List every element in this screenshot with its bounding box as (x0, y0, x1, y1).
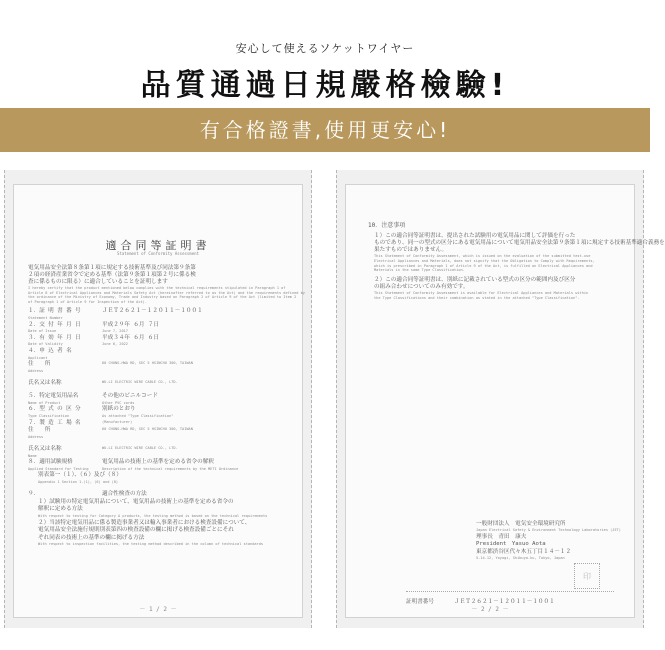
document-text-line: (Manufacturer) (102, 419, 133, 424)
document-text-line: １）この適合同等証明書は、提出された試験用の電気用品に関して評価を行った (374, 233, 576, 239)
document-text-line: 60 CHUNG-HWA RD, SEC 5 HSINCHU 300, TAIWAN (102, 361, 193, 366)
document-text-line: WU-LI ELECTRIC WIRE CABLE CO., LTD. (102, 380, 178, 384)
document-text-line: 電気用品安全法第８条第１項に規定する技術基準及び同法第９条第 (28, 265, 196, 271)
document-text-line: Other PVC cords (102, 400, 135, 405)
document-text-line: 住 所 (28, 427, 51, 434)
document-text-line: ２）当該特定電気用品に係る製造事業者又は輸入事業者における検査設備について、 (38, 519, 251, 526)
headline: 品質通過日規嚴格檢驗! (140, 68, 510, 103)
document-text-line: 平成３４年 ６月 ６日 (102, 334, 160, 341)
document-text-line: Article 8 of Electrical Appliances and Materials Safety Act (hereinafter referred to as the Act) and the requirements defined by (28, 290, 305, 295)
document-text-line: 解釈に定める方法 (38, 506, 83, 513)
document-text-line: 氏名又は名称 (28, 446, 62, 452)
certificate-subtitle: Statement of Conformity Assessment (117, 251, 199, 256)
document-text-line: ５．特定電気用品名 (28, 393, 79, 400)
document-text-line: 査に係るものに限る）に適合していることを証明します (28, 279, 168, 285)
document-text-line: ２）この適合同等証明書は、別紙に記載されている型式の区分の範囲内及び区分 (374, 277, 576, 284)
document-text-line: This Statement of Conformity Assessment is available for Electrical Appliances and Materials within (374, 291, 589, 296)
document-text-line: の組み合わせについてのみ有効です。 (374, 284, 469, 291)
document-text-line: 別表第一（１）、（６）及び（８） (38, 472, 122, 479)
document-text-line: June 7, 2017 (102, 329, 128, 334)
document-text-line: of Paragraph 1 of Article 9 for Inspection of the Act). (28, 299, 147, 304)
document-text-line: WU-LI ELECTRIC WIRE CABLE CO., LTD. (102, 446, 178, 450)
document-text-line: その他のビニルコード (102, 393, 158, 400)
document-text-line: Address (28, 368, 44, 373)
gold-banner (0, 108, 650, 152)
document-text-line: 適合性検査の方法 (102, 491, 147, 498)
certificate-document-1 (13, 184, 303, 618)
document-text-line: 一般財団法人 電気安全環境研究所 (476, 521, 566, 527)
document-text-line: 住 所 (28, 361, 51, 368)
document-text-line: 理事長 青田 康夫 (476, 533, 527, 540)
document-text-line: 東京都渋谷区代々木五丁目１４－１２ (476, 548, 572, 555)
seal-stamp: 印 (574, 563, 600, 589)
document-text-line: ２項の経済産業省令で定める基準（法第９条第１項第２号に係る検 (28, 272, 196, 278)
document-text-line: President Yasuo Aota (476, 541, 546, 548)
certificate-document-2 (345, 184, 665, 618)
document-text-line: Japan Electrical Safety & Environment Technology Laboratories (JET) (476, 528, 621, 533)
document-text-line: Date of Validity (28, 342, 63, 347)
document-text-line: １．証 明 書 番 号 (28, 308, 81, 315)
document-text-line: Type Classification (28, 414, 70, 418)
document-text-line: Materials in the same Type Classification. (374, 268, 465, 273)
document-text-line: ７．製 造 工 場 名 (28, 419, 81, 426)
document-text-line: 別紙のとおり (102, 406, 136, 413)
document-text-line: ９． (28, 491, 40, 498)
document-text-line: 60 CHUNG-HWA RD, SEC 5 HSINCHU 300, TAIWAN (102, 427, 193, 432)
banner-text: 有合格證書,使用更安心! (199, 118, 451, 142)
document-text-line: Address (28, 434, 44, 439)
page-number-2: － 2 / 2 － (471, 606, 509, 613)
document-text-line: ４．申 込 者 名 (28, 348, 72, 354)
document-text-line: Name of Product (28, 400, 61, 405)
document-text-line: June 6, 2022 (102, 342, 128, 347)
divider (406, 591, 614, 592)
document-text-line: Statement Number (28, 316, 63, 320)
document-text-line: Applicant (28, 355, 48, 360)
document-text-line: the Type Classifications and their combination as stated in the attached "Type Classification". (374, 296, 580, 300)
document-text-line: ものであり、同一の型式の区分にある電気用品について電気用品安全法第９条第１項に規定する技術基準適合義務を (374, 240, 665, 246)
certificate-scan-page-1 (4, 170, 312, 628)
document-text-line: 5-14-12, Yoyogi, Shibuya-ku, Tokyo, Japan (476, 556, 565, 560)
document-text-line: I hereby certify that the product mentioned below complies with the technical requirements stipulated in Paragraph 1 of (28, 286, 286, 290)
page-number-1: － 1 / 2 － (139, 606, 177, 613)
certificate-number-label: 証明書番号 (406, 599, 434, 605)
document-text-line: Applied Standard for Testing (28, 466, 89, 471)
document-text-line: This Statement of Conformity Assessment, which is issued on the evaluation of the submitted test-use (374, 254, 591, 258)
document-text-line: 平成２９年 ６月 ７日 (102, 321, 160, 328)
document-text-line: ６．型 式 の 区 分 (28, 406, 81, 413)
certificate-number: ＪＥＴ２６２１－１２０１１－１００１ (454, 599, 555, 605)
notes-title: 10．注意事項 (368, 222, 406, 229)
document-text-line: ８．適用試験規格 (28, 459, 73, 466)
document-text-line: Appendix 1 Section 1.(1), (6) and (8) (38, 480, 119, 484)
document-text-line: the ordinance of the Ministry of Economy, Trade and Industry based on Paragraph 2 of Article 9 of the Act (limited to Item 2 (28, 295, 297, 300)
document-text-line: ぞれ同表の技術上の基準の欄に掲げる方法 (38, 534, 145, 541)
document-text-line: 果たすものではありません。 (374, 247, 448, 253)
document-text-line: As attached "Type Classification" (102, 414, 174, 418)
document-text-line: ＪＥＴ２６２１－１２０１１－１００１ (102, 308, 203, 315)
document-text-line: Name (28, 453, 37, 458)
document-text-line: Electrical Appliances and Materials, does not signify that the Obligation to Comply with Requirements, (374, 258, 595, 263)
document-text-line: With respect to inspection facilities, the testing method described in the column of technical standards (38, 542, 264, 547)
document-text-line: 氏名又は名称 (28, 380, 62, 386)
document-text-line: With respect to testing for Category A products, the testing method is based on the technical requirements (38, 514, 268, 518)
kicker-text: 安心して使えるソケットワイヤー (235, 42, 415, 55)
document-text-line: 電気用品の技術上の基準を定める省令の解釈 (102, 459, 214, 466)
document-text-line: Description of the technical requirements by the METI Ordinance (102, 466, 239, 471)
certificate-title: 適合同等証明書 (105, 239, 211, 252)
certificate-scan-page-2 (336, 170, 665, 628)
document-text-line: ２．交 付 年 月 日 (28, 321, 81, 328)
document-text-line: ３．有 効 年 月 日 (28, 334, 81, 341)
document-text-line: Date of Issue (28, 329, 57, 334)
document-text-line: １）試験用の特定電気用品について、電気用品の技術上の基準を定める省令の (38, 498, 234, 505)
document-text-line: 電気用品安全法施行規則別表第四の検査設備の欄に掲げる検査設備ごとにそれ (38, 527, 234, 534)
document-text-line: which is prescribed in Paragraph 1 of Article 9 of the Act, is fulfilled on Electrical Appliances and (374, 263, 593, 268)
